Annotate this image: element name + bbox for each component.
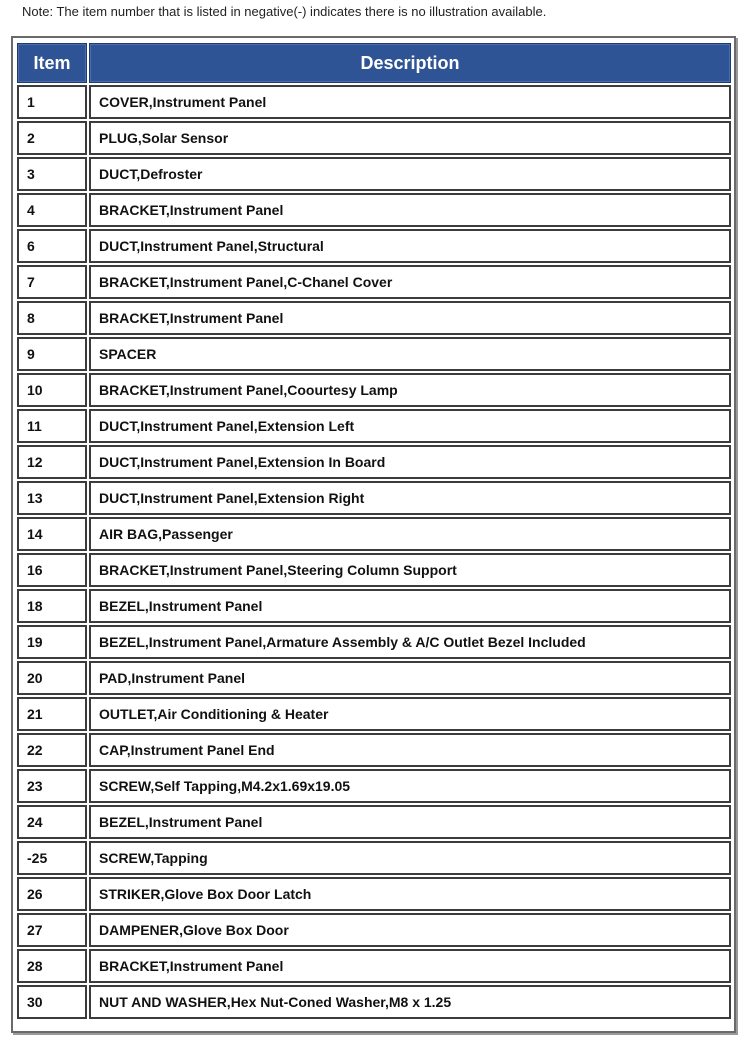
table-row [17, 733, 731, 767]
description-cell: BRACKET,Instrument Panel,Steering Column Support [89, 553, 731, 587]
table-row [17, 697, 731, 731]
table-row [17, 985, 731, 1019]
item-number-cell: 6 [17, 229, 87, 263]
description-cell: BRACKET,Instrument Panel [89, 301, 731, 335]
description-cell: CAP,Instrument Panel End [89, 733, 731, 767]
description-cell: AIR BAG,Passenger [89, 517, 731, 551]
description-cell: DUCT,Instrument Panel,Extension Left [89, 409, 731, 443]
item-number-cell: 28 [17, 949, 87, 983]
description-cell: DUCT,Instrument Panel,Structural [89, 229, 731, 263]
description-cell: STRIKER,Glove Box Door Latch [89, 877, 731, 911]
item-number-cell: 13 [17, 481, 87, 515]
item-number-cell: 30 [17, 985, 87, 1019]
item-number-cell: 23 [17, 769, 87, 803]
description-cell: BRACKET,Instrument Panel,Coourtesy Lamp [89, 373, 731, 407]
item-number-cell: 3 [17, 157, 87, 191]
item-number-cell: 9 [17, 337, 87, 371]
illustration-note: Note: The item number that is listed in negative(-) indicates there is no illustration available. [22, 4, 547, 19]
item-number-cell: 20 [17, 661, 87, 695]
table-row [17, 445, 731, 479]
description-cell: BRACKET,Instrument Panel [89, 949, 731, 983]
table-row [17, 265, 731, 299]
description-cell: COVER,Instrument Panel [89, 85, 731, 119]
description-cell: NUT AND WASHER,Hex Nut-Coned Washer,M8 x 1.25 [89, 985, 731, 1019]
description-cell: SPACER [89, 337, 731, 371]
description-cell: DAMPENER,Glove Box Door [89, 913, 731, 947]
item-number-cell: 19 [17, 625, 87, 659]
parts-table-body [17, 85, 731, 1019]
description-cell: BRACKET,Instrument Panel [89, 193, 731, 227]
parts-table [15, 41, 733, 1021]
table-row [17, 553, 731, 587]
table-row [17, 481, 731, 515]
table-row [17, 913, 731, 947]
item-number-cell: 11 [17, 409, 87, 443]
item-number-cell: 22 [17, 733, 87, 767]
description-cell: BEZEL,Instrument Panel [89, 805, 731, 839]
item-number-cell: 1 [17, 85, 87, 119]
description-cell: SCREW,Tapping [89, 841, 731, 875]
table-row [17, 193, 731, 227]
table-row [17, 373, 731, 407]
table-row [17, 841, 731, 875]
item-number-cell: 7 [17, 265, 87, 299]
table-row [17, 301, 731, 335]
item-number-cell: 18 [17, 589, 87, 623]
table-row [17, 769, 731, 803]
item-number-cell: 26 [17, 877, 87, 911]
table-row [17, 337, 731, 371]
description-cell: BEZEL,Instrument Panel [89, 589, 731, 623]
table-row [17, 229, 731, 263]
item-number-cell: 2 [17, 121, 87, 155]
description-cell: DUCT,Instrument Panel,Extension In Board [89, 445, 731, 479]
item-number-cell: 4 [17, 193, 87, 227]
item-number-cell: -25 [17, 841, 87, 875]
table-row [17, 805, 731, 839]
table-row [17, 517, 731, 551]
table-row [17, 85, 731, 119]
item-number-cell: 14 [17, 517, 87, 551]
description-cell: PLUG,Solar Sensor [89, 121, 731, 155]
item-number-cell: 27 [17, 913, 87, 947]
table-row [17, 589, 731, 623]
description-cell: DUCT,Instrument Panel,Extension Right [89, 481, 731, 515]
description-cell: BEZEL,Instrument Panel,Armature Assembly & A/C Outlet Bezel Included [89, 625, 731, 659]
description-cell: OUTLET,Air Conditioning & Heater [89, 697, 731, 731]
description-column-header: Description [89, 43, 731, 83]
item-number-cell: 10 [17, 373, 87, 407]
table-row [17, 409, 731, 443]
item-number-cell: 24 [17, 805, 87, 839]
table-row [17, 121, 731, 155]
table-row [17, 877, 731, 911]
table-header-row [17, 43, 731, 83]
item-number-cell: 16 [17, 553, 87, 587]
description-cell: SCREW,Self Tapping,M4.2x1.69x19.05 [89, 769, 731, 803]
item-column-header: Item [17, 43, 87, 83]
description-cell: DUCT,Defroster [89, 157, 731, 191]
table-row [17, 157, 731, 191]
item-number-cell: 12 [17, 445, 87, 479]
table-row [17, 949, 731, 983]
parts-table-frame [11, 36, 736, 1033]
item-number-cell: 21 [17, 697, 87, 731]
table-row [17, 661, 731, 695]
item-number-cell: 8 [17, 301, 87, 335]
description-cell: BRACKET,Instrument Panel,C-Chanel Cover [89, 265, 731, 299]
table-row [17, 625, 731, 659]
description-cell: PAD,Instrument Panel [89, 661, 731, 695]
